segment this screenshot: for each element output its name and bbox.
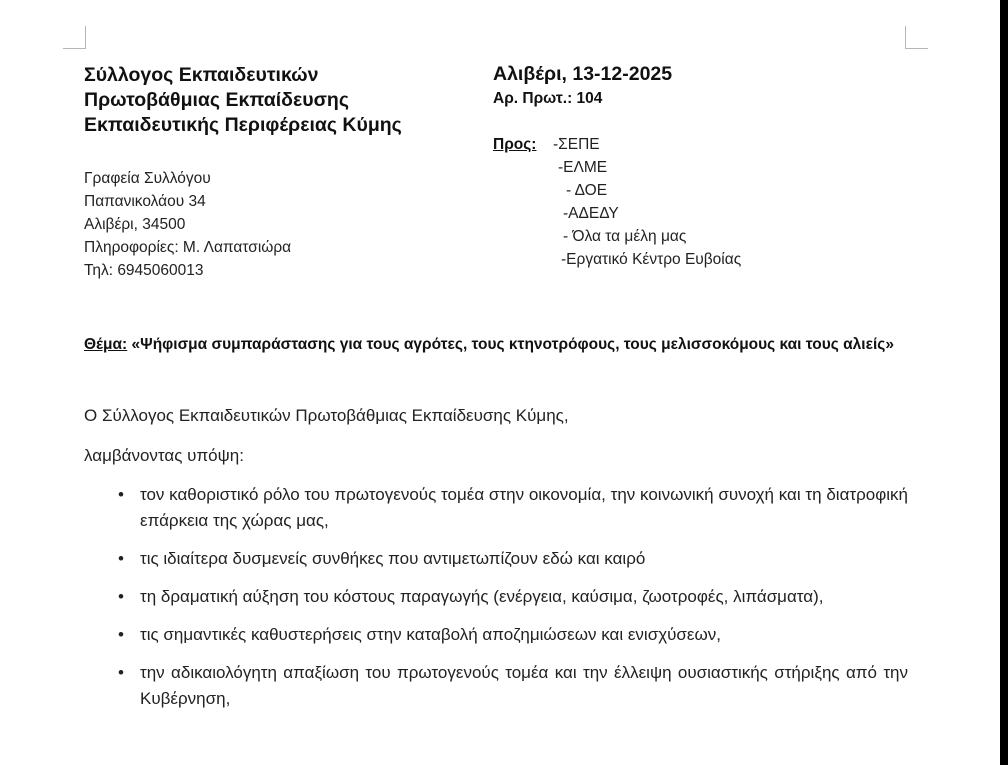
subject-text: «Ψήφισμα συμπαράστασης για τους αγρότες, τους κτηνοτρόφους, τους μελισσοκόμους και τους αλιείς»: [127, 336, 894, 353]
contact-line: Πληροφορίες: Μ. Λαπατσιώρα: [84, 239, 292, 256]
sender-contact: [84, 167, 291, 282]
list-item: • τον καθοριστικό ρόλο του πρωτογενούς τομέα στην οικονομία, την κοινωνική συνοχή και τη διατροφική επάρκεια της χώρας μας,: [118, 482, 908, 534]
intro-paragraph: Ο Σύλλογος Εκπαιδευτικών Πρωτοβάθμιας Εκπαίδευσης Κύμης,: [84, 406, 569, 425]
protocol-number: Αρ. Πρωτ.: 104: [493, 90, 603, 107]
page-corner-mark-left: [63, 26, 86, 49]
list-item: • την αδικαιολόγητη απαξίωση του πρωτογενούς τομέα και την έλλειψη ουσιαστικής στήριξης από την Κυβέρνηση,: [118, 660, 908, 712]
list-item: • τις ιδιαίτερα δυσμενείς συνθήκες που αντιμετωπίζουν εδώ και καιρό: [118, 546, 908, 572]
recipient-item: -ΣΕΠΕ: [553, 136, 600, 153]
contact-line: Παπανικολάου 34: [84, 193, 206, 210]
recipient-item: - Όλα τα μέλη μας: [563, 228, 687, 245]
contact-line: Τηλ: 6945060013: [84, 262, 204, 279]
page-corner-mark-right: [905, 26, 928, 49]
window-edge: [1000, 0, 1008, 765]
considering-paragraph: λαμβάνοντας υπόψη:: [84, 446, 244, 465]
sender-name: [84, 63, 402, 138]
sender-line: Πρωτοβάθμιας Εκπαίδευσης: [84, 89, 349, 111]
sender-line: Σύλλογος Εκπαιδευτικών: [84, 64, 319, 86]
considerations-list: [118, 482, 908, 712]
recipient-item: -Εργατικό Κέντρο Ευβοίας: [561, 251, 742, 268]
contact-line: Γραφεία Συλλόγου: [84, 170, 211, 187]
sender-line: Εκπαιδευτικής Περιφέρειας Κύμης: [84, 114, 402, 136]
list-item: • τις σημαντικές καθυστερήσεις στην καταβολή αποζημιώσεων και ενισχύσεων,: [118, 622, 908, 648]
recipients-label: Προς:: [493, 136, 537, 153]
recipient-item: - ΔΟΕ: [566, 182, 608, 199]
recipient-item: -ΑΔΕΔΥ: [563, 205, 619, 222]
contact-line: Αλιβέρι, 34500: [84, 216, 186, 233]
subject-line: [84, 334, 914, 355]
document-date: Αλιβέρι, 13-12-2025: [493, 63, 673, 85]
recipient-item: -ΕΛΜΕ: [558, 159, 608, 176]
subject-label: Θέμα:: [84, 336, 128, 353]
list-item: • τη δραματική αύξηση του κόστους παραγωγής (ενέργεια, καύσιμα, ζωοτροφές, λιπάσματα),: [118, 584, 908, 610]
